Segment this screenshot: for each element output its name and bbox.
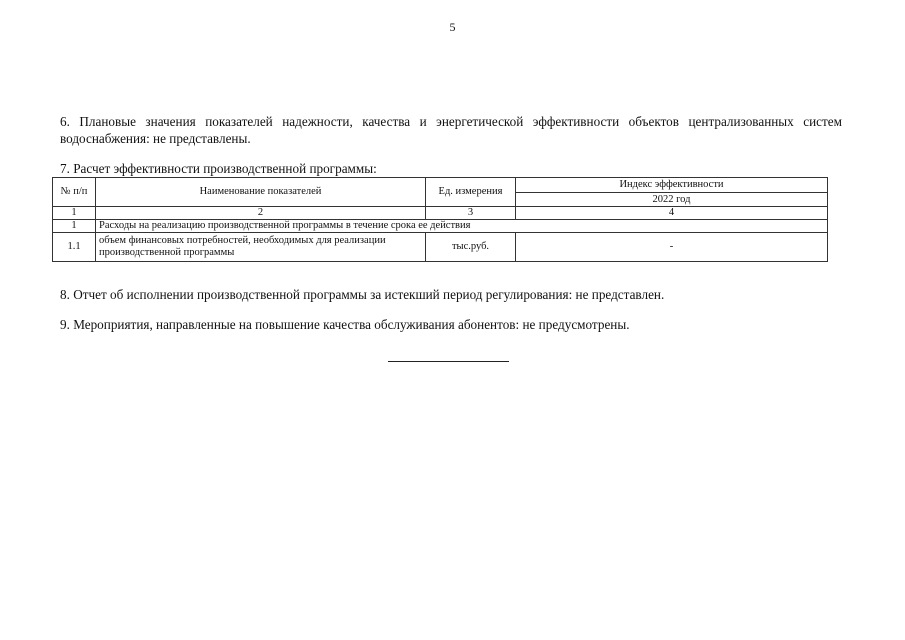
- data-row-num: 1.1: [53, 233, 96, 262]
- section-6-paragraph: 6. Плановые значения показателей надежности, качества и энергетической эффективности объектов централизованных систем водоснабжения: не представлены.: [60, 114, 842, 146]
- col-number-cell: 2: [96, 207, 426, 220]
- efficiency-table: [52, 177, 828, 262]
- data-row-value: -: [516, 233, 828, 262]
- data-row-unit: тыс.руб.: [426, 233, 516, 262]
- group-row-name: Расходы на реализацию производственной программы в течение срока ее действия: [96, 220, 828, 233]
- section-9-paragraph: 9. Мероприятия, направленные на повышение качества обслуживания абонентов: не предусмотрены.: [60, 317, 630, 332]
- col-number-cell: 4: [516, 207, 828, 220]
- header-unit: Ед. измерения: [426, 178, 516, 207]
- data-row-name: объем финансовых потребностей, необходимых для реализации производственной программы: [96, 233, 426, 262]
- section-7-title: 7. Расчет эффективности производственной программы:: [60, 161, 377, 176]
- header-name: Наименование показателей: [96, 178, 426, 207]
- header-year: 2022 год: [516, 193, 828, 207]
- closing-divider: [388, 361, 509, 362]
- section-8-paragraph: 8. Отчет об исполнении производственной программы за истекший период регулирования: не представлен.: [60, 287, 665, 302]
- header-index: Индекс эффективности: [516, 178, 828, 193]
- col-number-cell: 1: [53, 207, 96, 220]
- page-number: 5: [449, 20, 456, 34]
- header-num: № п/п: [53, 178, 96, 207]
- col-number-cell: 3: [426, 207, 516, 220]
- group-row-num: 1: [53, 220, 96, 233]
